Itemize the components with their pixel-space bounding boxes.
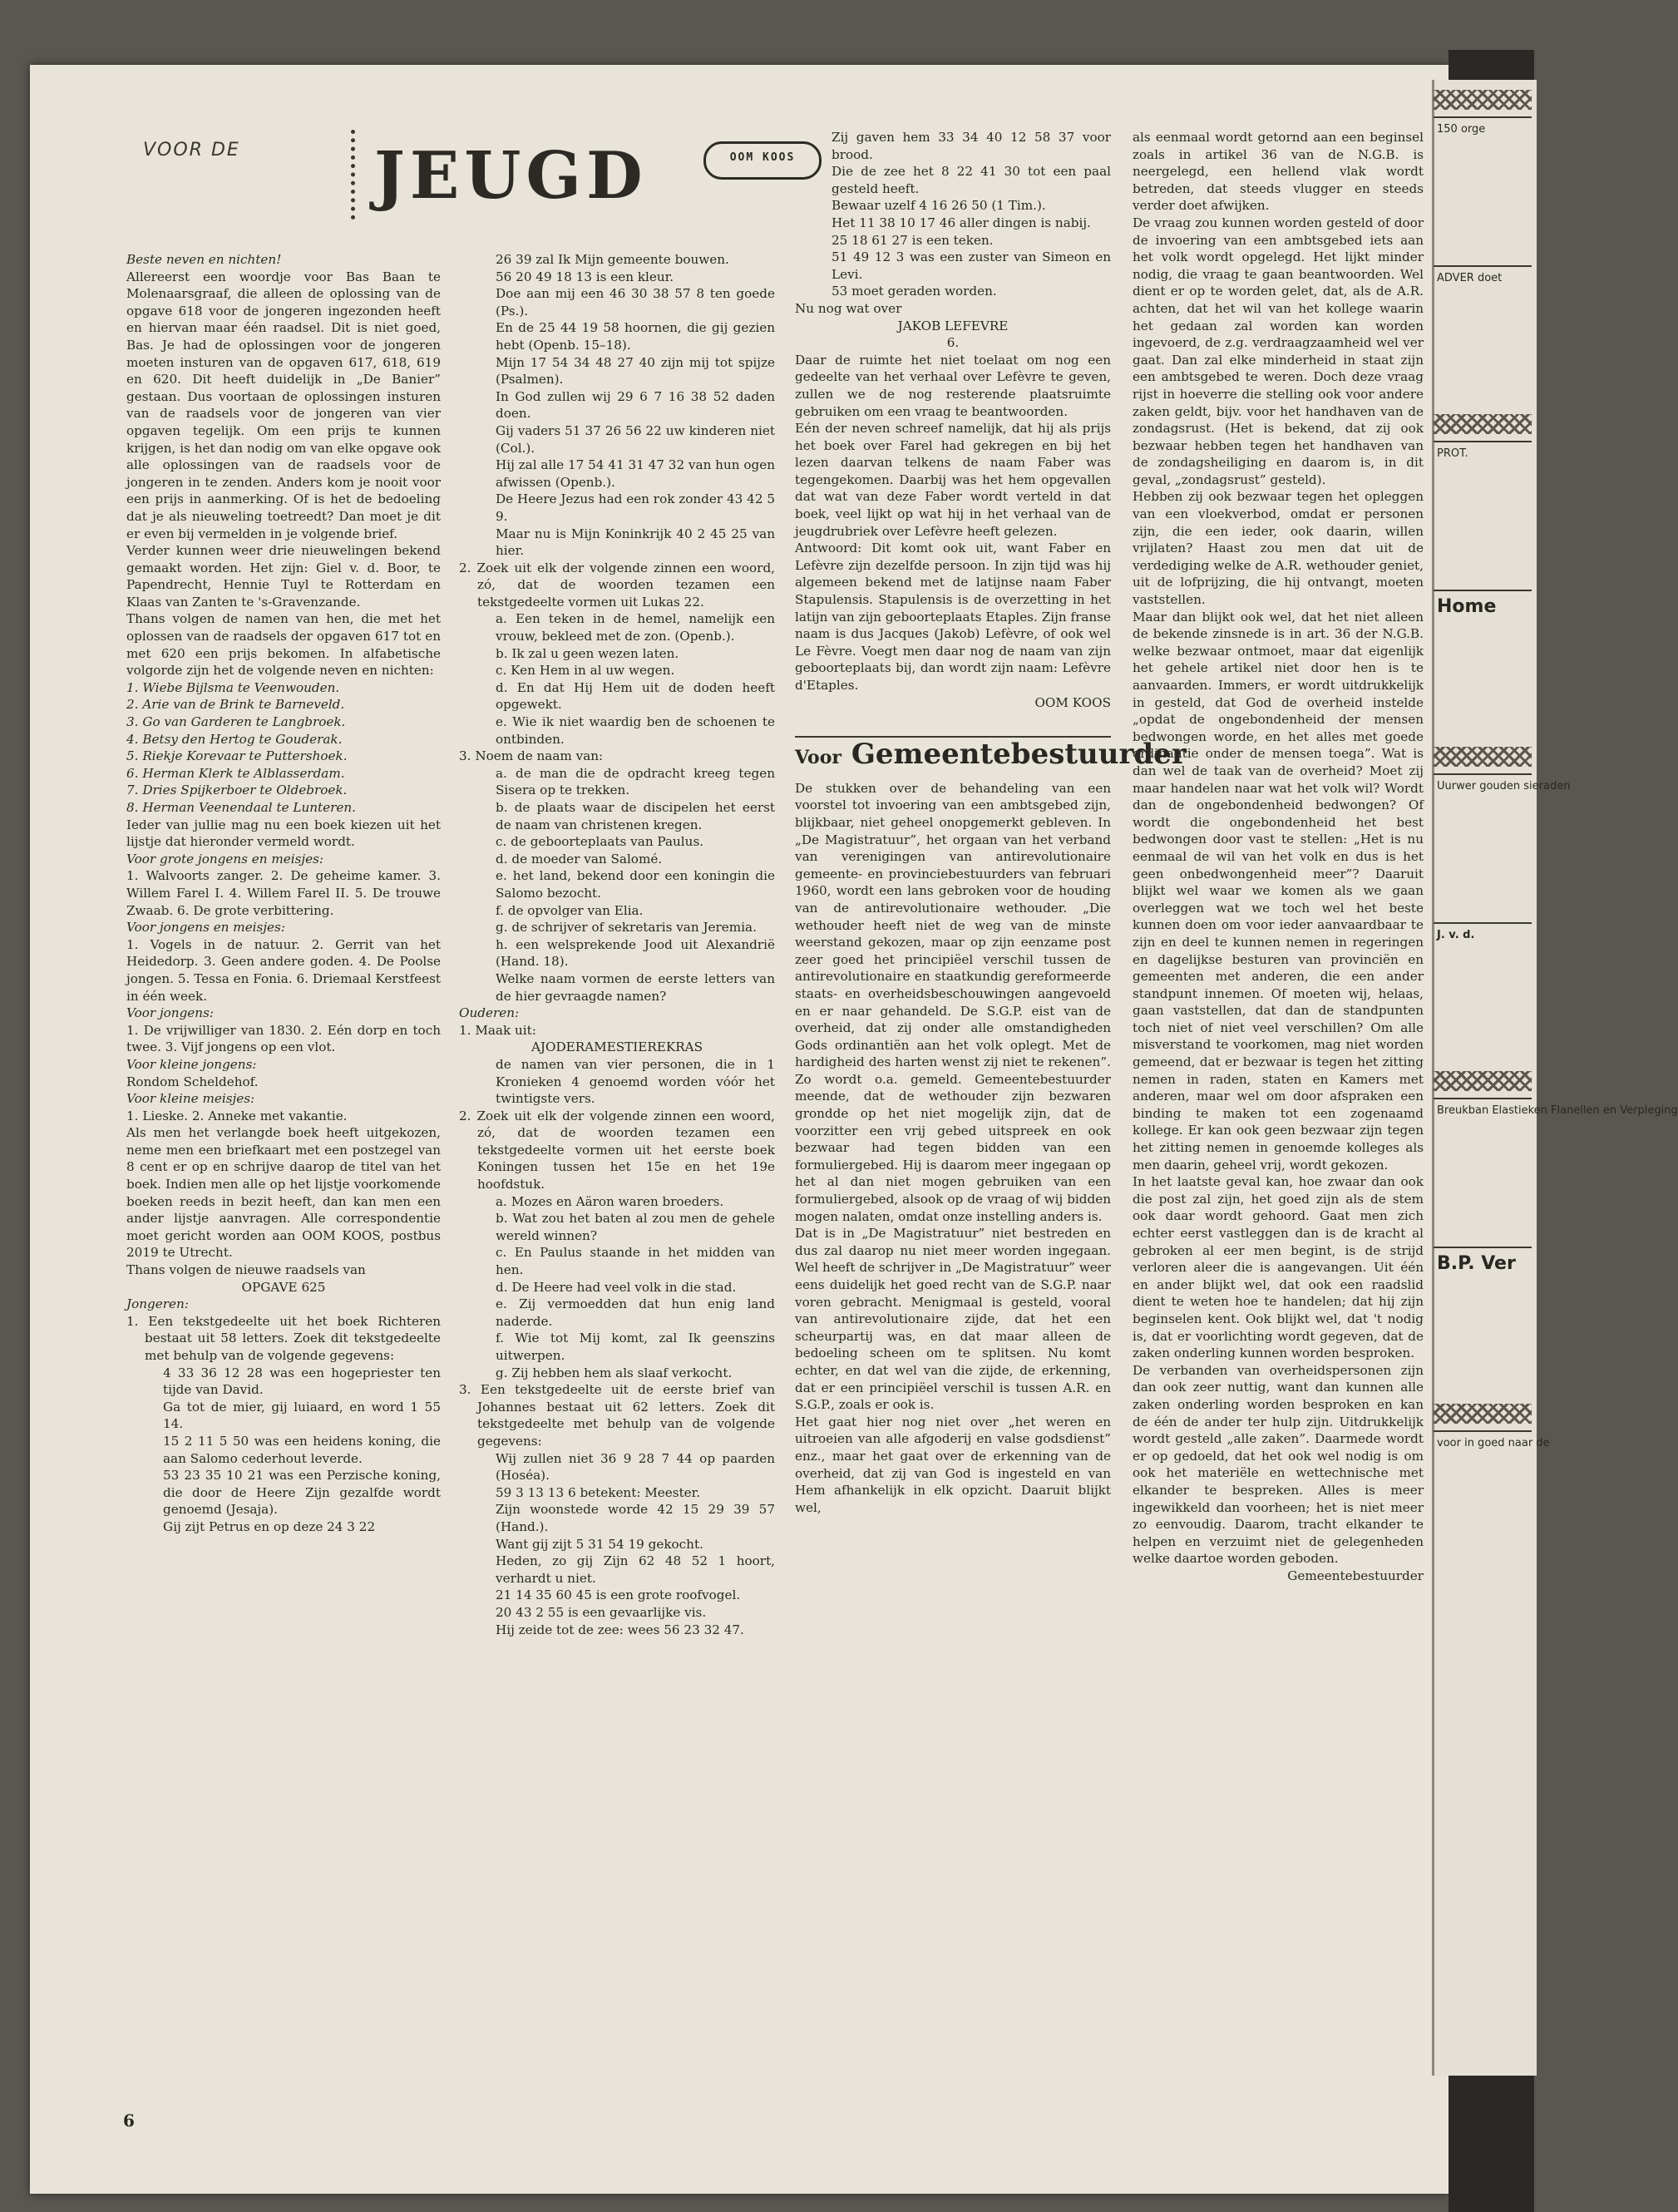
paragraph: Eén der neven schreef namelijk, dat hij als prijs het boek over Farel had gekregen en bij het lezen daarvan telkens de naam Faber was tegengekomen. Daarbij was het hem opgevallen dat wat van deze Faber wordt verteld in dat boek, veel lijkt op wat hij in het verhaal van de jeugdrubriek over Lefèvre heeft gelezen. bbox=[795, 421, 1111, 539]
paragraph: Allereerst een woordje voor Bas Baan te Molenaarsgraaf, die alleen de oplossing van de opgave 618 voor de jongeren ingezonden heeft en hiervan maar één raadsel. Dit is niet goed, Bas. Je had de oplossingen voor de jongeren moeten insturen van de opgaven 617, 618, 619 en 620. Dit heeft duidelijk in „De Banier” gestaan. Dus voortaan de oplossingen insturen van de raadsels voor de jongeren van vier opgaven tegelijk. Om een prijs te kunnen krijgen, is het dan nodig om van elke opgave ook alle oplossingen van de raadsels voor de jongeren in te zenden. Anders kom je nooit voor een prijs in aanmerking. Of is het de bedoeling dat je als nieuweling toetreedt? Dan moet je dit er even bij vermelden in je volgende brief. bbox=[126, 269, 441, 541]
paragraph: Gij zijt Petrus en op deze 24 3 22 bbox=[163, 1518, 376, 1534]
paragraph: Heden, zo gij Zijn 62 48 52 1 hoort, verhardt u niet. bbox=[496, 1553, 775, 1586]
paragraph: Hij zeide tot de zee: wees 56 23 32 47. bbox=[496, 1622, 744, 1637]
paragraph: 1. Walvoorts zanger. 2. De geheime kamer. 3. Willem Farel I. 4. Willem Farel II. 5. De trouwe Zwaab. 6. De grote verbittering. bbox=[126, 868, 441, 918]
paragraph: Zijn woonstede worde 42 15 29 39 57 (Hand.). bbox=[496, 1502, 775, 1534]
paragraph: Thans volgen de nieuwe raadsels van bbox=[126, 1262, 366, 1278]
paragraph: Als men het verlangde boek heeft uitgekozen, neme men een briefkaart met een postzegel van 8 cent er op en schrijve daarop de titel van het boek. Indien men alle op het lijstje voorkomende boeken reeds in bezit heeft, dan kan men een ander lijstje aanvragen. Alle correspondentie moet gericht worden aan OOM KOOS, postbus 2019 te Utrecht. bbox=[126, 1125, 441, 1261]
paragraph: Want gij zijt 5 31 54 19 gekocht. bbox=[496, 1536, 703, 1552]
paragraph: Gemeentebestuurder bbox=[1287, 1568, 1424, 1583]
paragraph: De vraag zou kunnen worden gesteld of door de invoering van een ambtsgebed iets aan het volk wordt opgelegd. Het lijkt minder nodig, die vraag te gaan beantwoorden. Wel dient er op te worden gelet, dat, als de A.R. achten, dat het wil van het kollege waarin het gedaan zal worden kan worden ingevoerd, de z.g. verdraagzaamheid wel ver gaat. Dan zal elke minderheid in staat zijn een ambtsgebed te weren. Doch deze vraag rijst in hoeverre die stelling ook voor andere zaken geldt, bijv. voor het handhaven van de zondagsrust. (Het is bekend, dat zij ook bezwaar hebben tegen het handhaven van de zondagsheiliging en daarom is, in dit geval, „zondagsrust” gesteld). bbox=[1133, 215, 1424, 487]
paragraph: OPGAVE 625 bbox=[241, 1279, 326, 1295]
paragraph: 56 20 49 18 13 is een kleur. bbox=[496, 269, 674, 284]
paragraph: In God zullen wij 29 6 7 16 38 52 daden doen. bbox=[496, 388, 775, 422]
paragraph: Rondom Scheldehof. bbox=[126, 1074, 259, 1089]
paragraph: Ouderen: bbox=[459, 1005, 520, 1021]
paragraph: Hij zal alle 17 54 41 31 47 32 van hun ogen afwissen (Openb.). bbox=[496, 457, 775, 490]
braid-ornament bbox=[1434, 90, 1532, 110]
paragraph: Thans volgen de namen van hen, die met het oplossen van de raadsels der opgaven 617 tot en met 620 een prijs bekomen. In alfabetische volgorde zijn het de volgende neven en nichten: bbox=[126, 611, 441, 679]
paragraph: 2. Arie van de Brink te Barneveld. bbox=[126, 697, 345, 713]
ad-fragment: Breukban Elastieken Flanellen en Verpleging bbox=[1434, 1098, 1532, 1122]
paragraph: Die de zee het 8 22 41 30 tot een paal gesteld heeft. bbox=[832, 164, 1111, 196]
paragraph: f. Wie tot Mij komt, zal Ik geenszins uitwerpen. bbox=[496, 1331, 775, 1363]
paragraph: b. Wat zou het baten al zou men de gehele wereld winnen? bbox=[496, 1211, 775, 1243]
header-title: JEUGD bbox=[374, 138, 648, 214]
braid-ornament bbox=[1434, 1404, 1532, 1424]
ad-fragment: Uurwer gouden sieraden bbox=[1434, 773, 1532, 797]
paragraph: In het laatste geval kan, hoe zwaar dan ook die post zal zijn, het goed zijn als de stem ook daar wordt gehoord. Gaat men zich echter eerst vastleggen dan is de kracht al gebroken al eer men begint, is de strijd verloren aleer die is aangevangen. Uit één en ander blijkt wel, dat ook een raadslid dient te weten hoe te handelen; dat hij zijn beginselen kent. Ook blijkt wel, dat 't nodig is, dat er voorlichting wordt gegeven, dat de zaken onderling kunnen worden besproken. bbox=[1133, 1174, 1424, 1361]
paragraph: 3. Go van Garderen te Langbroek. bbox=[126, 714, 346, 730]
paragraph: b. Ik zal u geen wezen laten. bbox=[496, 645, 679, 661]
column-2 bbox=[459, 251, 775, 1638]
ad-fragment: PROT. bbox=[1434, 441, 1532, 465]
column-4 bbox=[1133, 129, 1424, 1584]
paragraph: Verder kunnen weer drie nieuwelingen bekend gemaakt worden. Het zijn: Giel v. d. Boor, te Papendrecht, Hennie Tuyl te Rotterdam en Klaas van Zanten te 's-Gravenzande. bbox=[126, 543, 441, 610]
paragraph: 15 2 11 5 50 was een heidens koning, die aan Salomo cederhout leverde. bbox=[163, 1433, 441, 1466]
paragraph: Voor kleine meisjes: bbox=[126, 1091, 255, 1107]
paragraph: 53 23 35 10 21 was een Perzische koning, die door de Heere Zijn gezalfde wordt genoemd (Jesaja). bbox=[163, 1468, 441, 1518]
paragraph: JAKOB LEFEVRE bbox=[897, 318, 1009, 333]
paragraph: e. Wie ik niet waardig ben de schoenen te ontbinden. bbox=[496, 714, 775, 747]
paragraph: 25 18 61 27 is een teken. bbox=[832, 232, 994, 248]
paragraph: g. Zij hebben hem als slaaf verkocht. bbox=[496, 1365, 733, 1380]
braid-ornament bbox=[1434, 1071, 1532, 1091]
paragraph: 21 14 35 60 45 is een grote roofvogel. bbox=[496, 1587, 741, 1603]
ad-fragment: voor in goed naar de bbox=[1434, 1430, 1532, 1454]
adjacent-page-ads bbox=[1434, 83, 1678, 1579]
paragraph: Voor grote jongens en meisjes: bbox=[126, 851, 323, 867]
paragraph: als eenmaal wordt getornd aan een beginsel zoals in artikel 36 van de N.G.B. is neergelegd, een hellend vlak wordt betreden, dat steeds vlugger en steeds verder doet afwijken. bbox=[1133, 130, 1424, 214]
paragraph: De verbanden van overheidspersonen zijn dan ook zeer nuttig, want dan kunnen alle zaken onderling worden besproken en kan de één de ander ter hulp zijn. Uitdrukkelijk wordt gesteld „alle zaken”. Daarmede wordt er op gedoeld, dat het ook wel nodig is om ook het materiële en wettechnische met elkander te bespreken. Alles is meer ingewikkeld dan voorheen; het is niet meer zo eenvoudig. Daarom, tracht elkander te helpen en verzuimt niet de gelegenheden welke daartoe worden geboden. bbox=[1133, 1362, 1424, 1567]
paragraph: 59 3 13 13 6 betekent: Meester. bbox=[496, 1484, 701, 1500]
heading-voor: Voor bbox=[795, 747, 841, 769]
ad-fragment: ADVER doet bbox=[1434, 265, 1532, 289]
ad-fragment: Home bbox=[1434, 590, 1532, 622]
paragraph: Doe aan mij een 46 30 38 57 8 ten goede (Ps.). bbox=[496, 286, 775, 318]
paragraph: 8. Herman Veenendaal te Lunteren. bbox=[126, 800, 357, 815]
paragraph: De Heere Jezus had een rok zonder 43 42 5 9. bbox=[496, 491, 775, 524]
paragraph: 5. Riekje Korevaar te Puttershoek. bbox=[126, 748, 348, 764]
paragraph: e. Zij vermoedden dat hun enig land naderde. bbox=[496, 1296, 775, 1329]
paragraph: 4. Betsy den Hertog te Gouderak. bbox=[126, 731, 343, 747]
braid-ornament bbox=[1434, 747, 1532, 767]
paragraph: 53 moet geraden worden. bbox=[832, 284, 997, 299]
paragraph: f. de opvolger van Elia. bbox=[496, 902, 644, 918]
paragraph: 3. Een tekstgedeelte uit de eerste brief van Johannes bestaat uit 62 letters. Zoek dit tekstgedeelte met behulp van de volgende gegevens: bbox=[459, 1382, 775, 1449]
paragraph: Dat is in „De Magistratuur” niet bestreden en dus zal daarop nu niet meer worden ingegaan. Wel heeft de schrijver in „De Magistratuur” weer eens duidelijk het goed recht van de S.G.P. naar voren gebracht. Menigmaal is gesteld, vooral van antirevolutionaire zijde, dat het een scheurpartij was, en dat maar alleen de bedoeling scheen om te splitsen. Nu komt echter, en dat wel van die zijde, de erkenning, dat er een principiëel verschil is tussen A.R. en S.G.P., zoals er ook is. bbox=[795, 1226, 1111, 1413]
paragraph: Zij gaven hem 33 34 40 12 58 37 voor brood. bbox=[832, 130, 1111, 162]
jeugd-header bbox=[100, 81, 796, 223]
paragraph: En de 25 44 19 58 hoornen, die gij gezien hebt (Openb. 15–18). bbox=[496, 320, 775, 353]
paragraph: d. De Heere had veel volk in die stad. bbox=[496, 1279, 737, 1295]
paragraph: d. de moeder van Salomé. bbox=[496, 851, 663, 867]
ad-fragment: B.P. Ver bbox=[1434, 1247, 1532, 1279]
paragraph: h. een welsprekende Jood uit Alexandrië (Hand. 18). bbox=[496, 936, 775, 970]
paragraph: Antwoord: Dit komt ook uit, want Faber en Lefèvre zijn dezelfde persoon. In zijn tijd was hij algemeen bekend met de latijnse naam Faber Stapulensis. Stapulensis is de overzetting in het latijn van zijn geboorteplaats Etaples. Zijn franse naam is dus Jacques (Jakob) Lefèvre, of ook wel Le Fèvre. Voegt men daar nog de naam van zijn geboorteplaats bij, dan wordt zijn naam: Lefèvre d'Etaples. bbox=[795, 541, 1111, 693]
paragraph: 1. De vrijwilliger van 1830. 2. Eén dorp en toch twee. 3. Vijf jongens op een vlot. bbox=[126, 1022, 441, 1055]
paragraph: 2. Zoek uit elk der volgende zinnen een woord, zó, dat de woorden tezamen een tekstgedeelte vormen uit het eerste boek Koningen tussen het 15e en het 19e hoofdstuk. bbox=[459, 1108, 775, 1192]
paragraph: Jongeren: bbox=[126, 1296, 189, 1312]
heading-title: Gemeentebestuurder bbox=[851, 738, 1187, 772]
paragraph: Welke naam vormen de eerste letters van de hier gevraagde namen? bbox=[496, 970, 775, 1004]
paragraph: OOM KOOS bbox=[1034, 694, 1111, 710]
paragraph: 6. Herman Klerk te Alblasserdam. bbox=[126, 765, 345, 781]
paragraph: de namen van vier personen, die in 1 Kronieken 4 genoemd worden vóór het twintigste vers. bbox=[496, 1056, 775, 1107]
paragraph: g. de schrijver of sekretaris van Jeremia. bbox=[496, 920, 757, 936]
paragraph: Nu nog wat over bbox=[795, 300, 902, 316]
paragraph: Voor kleine jongens: bbox=[126, 1056, 257, 1072]
paragraph: 4 33 36 12 28 was een hogepriester ten tijde van David. bbox=[163, 1365, 441, 1398]
paragraph: Maar nu is Mijn Koninkrijk 40 2 45 25 van hier. bbox=[496, 526, 775, 559]
paragraph: c. En Paulus staande in het midden van hen. bbox=[496, 1245, 775, 1278]
paragraph: 1. Wiebe Bijlsma te Veenwouden. bbox=[126, 679, 340, 695]
paragraph: De stukken over de behandeling van een voorstel tot invoering van een ambtsgebed zijn, blijkbaar, niet geheel onopgemerkt gebleven. In „De Magistratuur”, het orgaan van het verband van verenigingen van antirevolutionaire gemeente- en provinciebestuurders van februari 1960, wordt een lans gebroken voor de houding van de antirevolutionaire wethouder. „Die wethouder heeft niet de weg van de minste weerstand gekozen, maar op zijn eenzame post zeer goed het principiëel verschil tussen de antirevolutionaire en staatkundig gereformeerde staats- en overheidsbeschouwingen aangevoeld en er naar gehandeld. De S.G.P. eist van de overheid, dat zij onder alle omstandigheden Gods ordinantiën aan het volk oplegt. Met de hardigheid des harten wenst zij niet te rekenen”. Zo wordt o.a. gemeld. Gemeentebestuurder meende, dat de wethouder zijn bezwaren grondde op het niet mogelijk zijn, dat de voorzitter een vrij gebed uitspreek en ook bezwaar had tegen bidden van een formuliergebed. Hij is daarom meer ingegaan op het al dan niet mogen gebruiken van een formuliergebed, alsook op de vraag of wij bidden mogen nalaten, omdat onze instelling anders is. bbox=[795, 780, 1111, 1224]
paragraph: 6. bbox=[946, 335, 960, 351]
paragraph: Mijn 17 54 34 48 27 40 zijn mij tot spijze (Psalmen). bbox=[496, 354, 775, 388]
paragraph: AJODERAMESTIEREKRAS bbox=[531, 1039, 703, 1055]
ad-fragment: 150 orge bbox=[1434, 116, 1532, 141]
braid-ornament bbox=[1434, 414, 1532, 434]
column-1 bbox=[126, 251, 441, 1536]
paragraph: c. de geboorteplaats van Paulus. bbox=[496, 834, 704, 850]
paragraph: d. En dat Hij Hem uit de doden heeft opgewekt. bbox=[496, 679, 775, 713]
paragraph: 51 49 12 3 was een zuster van Simeon en Levi. bbox=[832, 249, 1111, 282]
paragraph: Beste neven en nichten! bbox=[126, 252, 282, 267]
paragraph: c. Ken Hem in al uw wegen. bbox=[496, 663, 675, 679]
paragraph: Daar de ruimte het niet toelaat om nog een gedeelte van het verhaal over Lefèvre te geven, zullen we de nog resterende plaatsruimte gebruiken om een vraag te beantwoorden. bbox=[795, 352, 1111, 419]
paragraph: 1. Maak uit: bbox=[459, 1022, 536, 1038]
column-3 bbox=[795, 129, 1187, 1516]
paragraph: Voor jongens en meisjes: bbox=[126, 920, 285, 936]
paragraph: Ieder van jullie mag nu een boek kiezen uit het lijstje dat hieronder vermeld wordt. bbox=[126, 817, 441, 850]
oom-koos-badge: OOM KOOS bbox=[703, 141, 822, 180]
paragraph: 2. Zoek uit elk der volgende zinnen een woord, zó, dat de woorden tezamen een tekstgedeelte vormen uit Lukas 22. bbox=[459, 560, 775, 610]
header-dotted-divider bbox=[351, 130, 355, 220]
paragraph: Hebben zij ook bezwaar tegen het opleggen van een vloekverbod, omdat er personen zijn, die een ieder, ook daarin, willen vrijlaten? Haast zou men dat uit de verdediging welke de A.R. wethouder geniet, uit de lofprijzing, die hij ontvangt, moeten vaststellen. bbox=[1133, 489, 1424, 608]
paragraph: a. de man die de opdracht kreeg tegen Sisera op te trekken. bbox=[496, 765, 775, 798]
gemeentebestuurder-heading bbox=[795, 736, 1187, 772]
paragraph: e. het land, bekend door een koningin die Salomo bezocht. bbox=[496, 868, 775, 901]
paragraph: Voor jongens: bbox=[126, 1005, 214, 1021]
paragraph: 1. Lieske. 2. Anneke met vakantie. bbox=[126, 1108, 348, 1123]
paragraph: Bewaar uzelf 4 16 26 50 (1 Tim.). bbox=[832, 198, 1046, 214]
paragraph: 20 43 2 55 is een gevaarlijke vis. bbox=[496, 1604, 707, 1620]
paragraph: 1. Een tekstgedeelte uit het boek Richteren bestaat uit 58 letters. Zoek dit tekstgedeelte met behulp van de volgende gegevens: bbox=[126, 1313, 441, 1363]
paragraph: a. Mozes en Aäron waren broeders. bbox=[496, 1193, 724, 1209]
paragraph: a. Een teken in de hemel, namelijk een vrouw, bekleed met de zon. (Openb.). bbox=[496, 611, 775, 644]
paragraph: 3. Noem de naam van: bbox=[459, 748, 604, 764]
paragraph: Het gaat hier nog niet over „het weren en uitroeien van alle afgoderij en valse godsdienst” enz., maar het gaat over de erkenning van de overheid, dat zij van God is ingesteld en van Hem afhankelijk in elk opzicht. Daaruit blijkt wel, bbox=[795, 1414, 1111, 1515]
header-voor-de: VOOR DE bbox=[143, 140, 240, 160]
paragraph: Ga tot de mier, gij luiaard, en word 1 55 14. bbox=[163, 1399, 441, 1432]
paragraph: b. de plaats waar de discipelen het eerst de naam van christenen kregen. bbox=[496, 800, 775, 832]
paragraph: 1. Vogels in de natuur. 2. Gerrit van het Heidedorp. 3. Geen andere goden. 4. De Poolse jongen. 5. Tessa en Fonia. 6. Driemaal Kerstfeest in één week. bbox=[126, 936, 441, 1004]
paragraph: 26 39 zal Ik Mijn gemeente bouwen. bbox=[496, 252, 729, 267]
paragraph: 7. Dries Spijkerboer te Oldebroek. bbox=[126, 783, 348, 798]
paragraph: Wij zullen niet 36 9 28 7 44 op paarden (Hoséa). bbox=[496, 1450, 775, 1484]
paragraph: Maar dan blijkt ook wel, dat het niet alleen de bekende zinsnede is in art. 36 der N.G.B. welke bezwaar ontmoet, maar dat eigenlijk het gehele artikel niet door hen is te aanvaarden. Immers, er wordt uitdrukkelijk in gesteld, dat God de overheid instelde „opdat de ongebondenheid der mensen bedwongen worde, en het alles met goede ordinantie onder de mensen toega”. Wat is dan wel de taak van de overheid? Moet zij maar handelen naar wat het volk wil? Wordt dan de ongebondenheid bedwongen? Of wordt die ongebondenheid het best bedwongen door vast te stellen: „Het is nu eenmaal de wil van het volk en dus is het geen onbedwongenheid meer”? Daaruit blijkt wel waar we komen als we gaan overleggen wat we toch wel het beste kunnen doen om voor ieder aanvaardbaar te zijn en deel te kunnen nemen in regeringen en dagelijkse besturen van provinciën en gemeenten met anderen, die een ander standpunt innemen. Of moeten wij, helaas, gaan vaststellen, dat dan de standpunten toch niet of niet veel verschillen? Om alle misverstand te voorkomen, mag niet worden gemeend, dat er bezwaar is tegen het zitting nemen in raden, staten en Kamers met anderen, maar wel om door afspraken een binding te maken tot een zogenaamd kollege. Er kan ook geen bezwaar zijn tegen het zitting nemen in genoemde kolleges als men daarin, geheel vrij, wordt gekozen. bbox=[1133, 609, 1424, 1173]
paragraph: Gij vaders 51 37 26 56 22 uw kinderen niet (Col.). bbox=[496, 422, 775, 456]
page-number: 6 bbox=[123, 2111, 135, 2131]
paragraph: Het 11 38 10 17 46 aller dingen is nabij. bbox=[832, 215, 1091, 230]
ad-fragment: J. v. d. bbox=[1434, 922, 1532, 946]
